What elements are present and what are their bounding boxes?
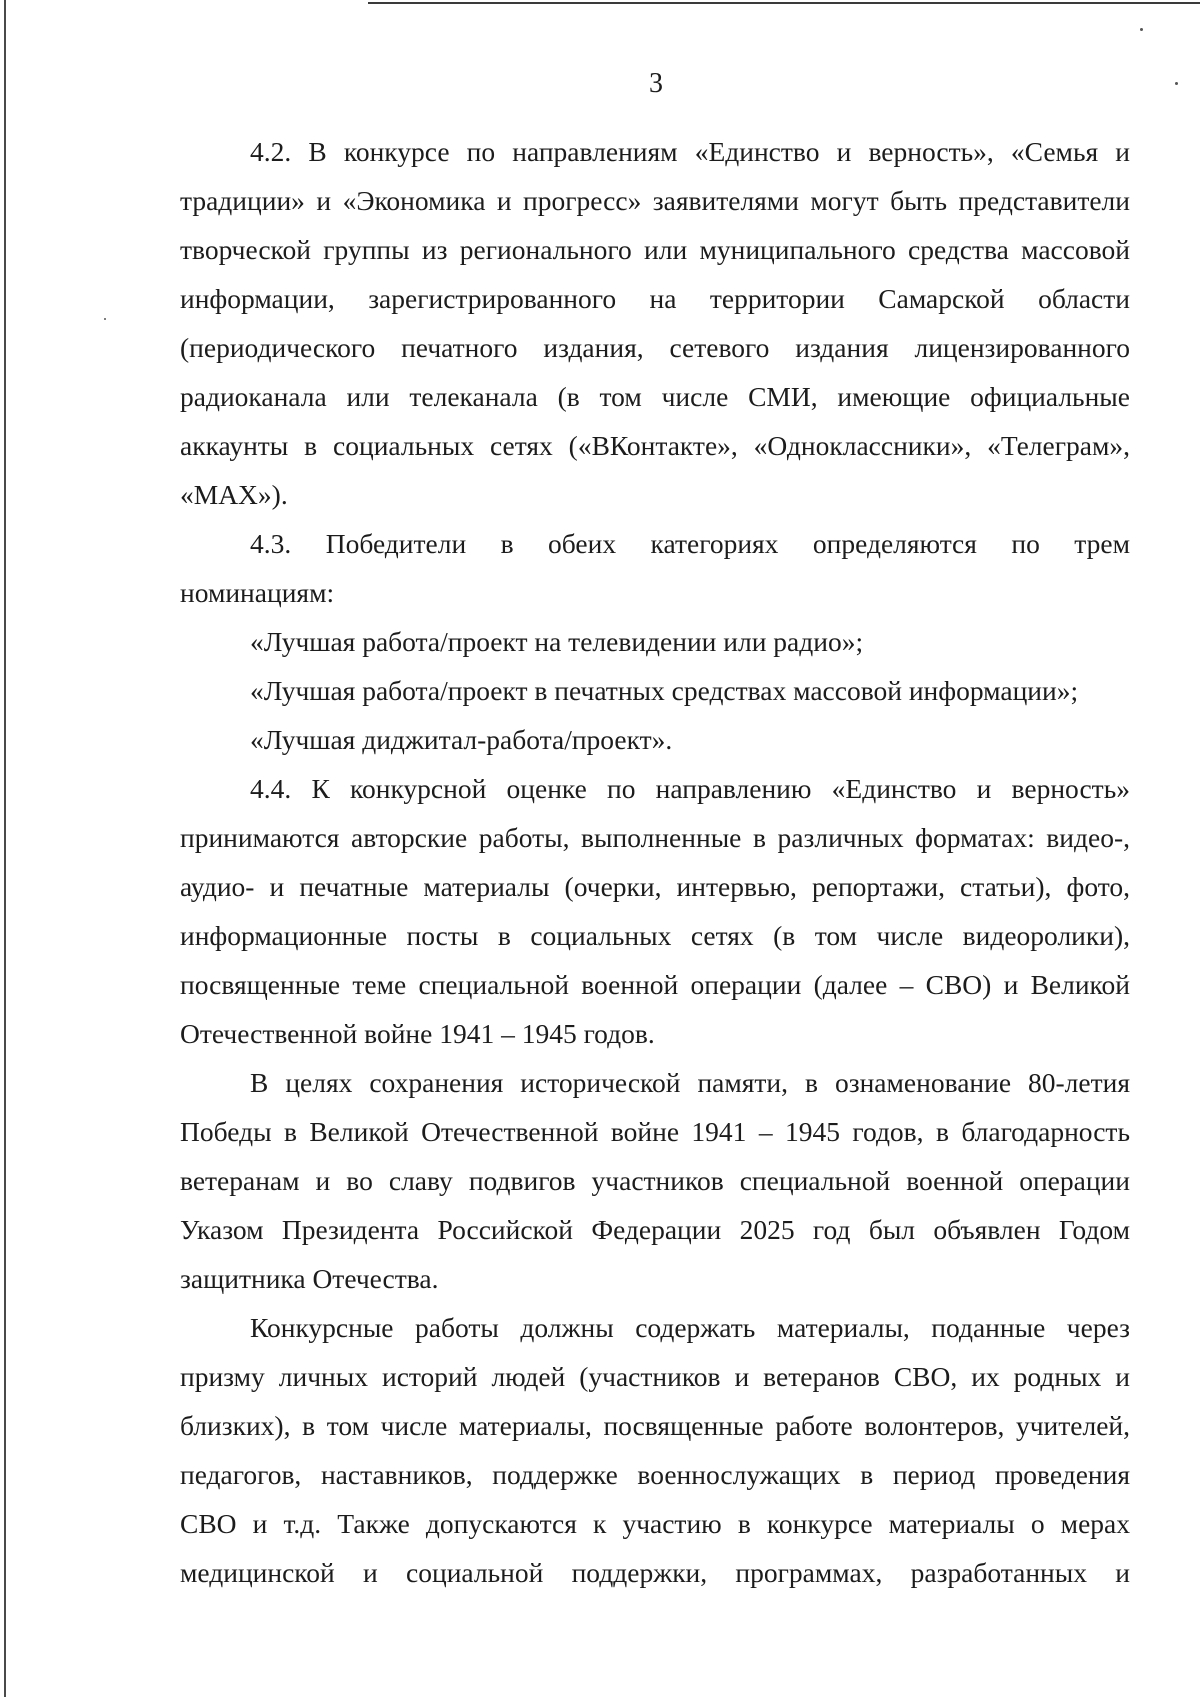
scan-left-border: [4, 0, 6, 1697]
text-line: информационные посты в социальных сетях (в том числе видеоролики),: [180, 920, 1130, 951]
text-line: ветеранам и во славу подвигов участников специальной военной операции: [180, 1165, 1130, 1196]
text-line: 4.2. В конкурсе по направлениям «Единство и верность», «Семья и: [250, 136, 1130, 167]
text-line: аккаунты в социальных сетях («ВКонтакте», «Одноклассники», «Телеграм»,: [180, 430, 1130, 461]
text-line: радиоканала или телеканала (в том числе СМИ, имеющие официальные: [180, 381, 1130, 412]
scan-speck: [1140, 28, 1143, 31]
text-line: 4.4. К конкурсной оценке по направлению «Единство и верность»: [250, 773, 1130, 804]
text-line: (периодического печатного издания, сетевого издания лицензированного: [180, 332, 1130, 363]
text-line: В целях сохранения исторической памяти, в ознаменование 80-летия: [250, 1067, 1130, 1098]
text-line: Указом Президента Российской Федерации 2025 год был объявлен Годом: [180, 1214, 1130, 1245]
text-line: Конкурсные работы должны содержать материалы, поданные через: [250, 1312, 1130, 1343]
text-line: информации, зарегистрированного на территории Самарской области: [180, 283, 1130, 314]
text-line: близких), в том числе материалы, посвященные работе волонтеров, учителей,: [180, 1410, 1130, 1441]
scan-speck: [104, 318, 106, 320]
text-line: «МАХ»).: [180, 479, 288, 510]
text-line: номинациям:: [180, 577, 335, 608]
text-line: педагогов, наставников, поддержке военнослужащих в период проведения: [180, 1459, 1130, 1490]
page-number: 3: [649, 68, 663, 99]
text-line: призму личных историй людей (участников и ветеранов СВО, их родных и: [180, 1361, 1130, 1392]
nomination-item: «Лучшая работа/проект в печатных средствах массовой информации»;: [250, 675, 1079, 706]
text-line: творческой группы из регионального или муниципального средства массовой: [180, 234, 1130, 265]
text-line: посвященные теме специальной военной операции (далее – СВО) и Великой: [180, 969, 1130, 1000]
text-line: традиции» и «Экономика и прогресс» заявителями могут быть представители: [180, 185, 1130, 216]
text-line: Победы в Великой Отечественной войне 1941 – 1945 годов, в благодарность: [180, 1116, 1130, 1147]
text-line: Отечественной войне 1941 – 1945 годов.: [180, 1018, 655, 1049]
text-line: аудио- и печатные материалы (очерки, интервью, репортажи, статьи), фото,: [180, 871, 1130, 902]
text-line: медицинской и социальной поддержки, программах, разработанных и: [180, 1557, 1130, 1588]
text-line: СВО и т.д. Также допускаются к участию в конкурсе материалы о мерах: [180, 1508, 1130, 1539]
nomination-item: «Лучшая работа/проект на телевидении или радио»;: [250, 626, 864, 657]
text-line: принимаются авторские работы, выполненные в различных форматах: видео-,: [180, 822, 1130, 853]
text-line: защитника Отечества.: [180, 1263, 439, 1294]
scan-top-border: [368, 2, 1200, 4]
text-line: 4.3. Победители в обеих категориях определяются по трем: [250, 528, 1130, 559]
nomination-item: «Лучшая диджитал-работа/проект».: [250, 724, 673, 755]
